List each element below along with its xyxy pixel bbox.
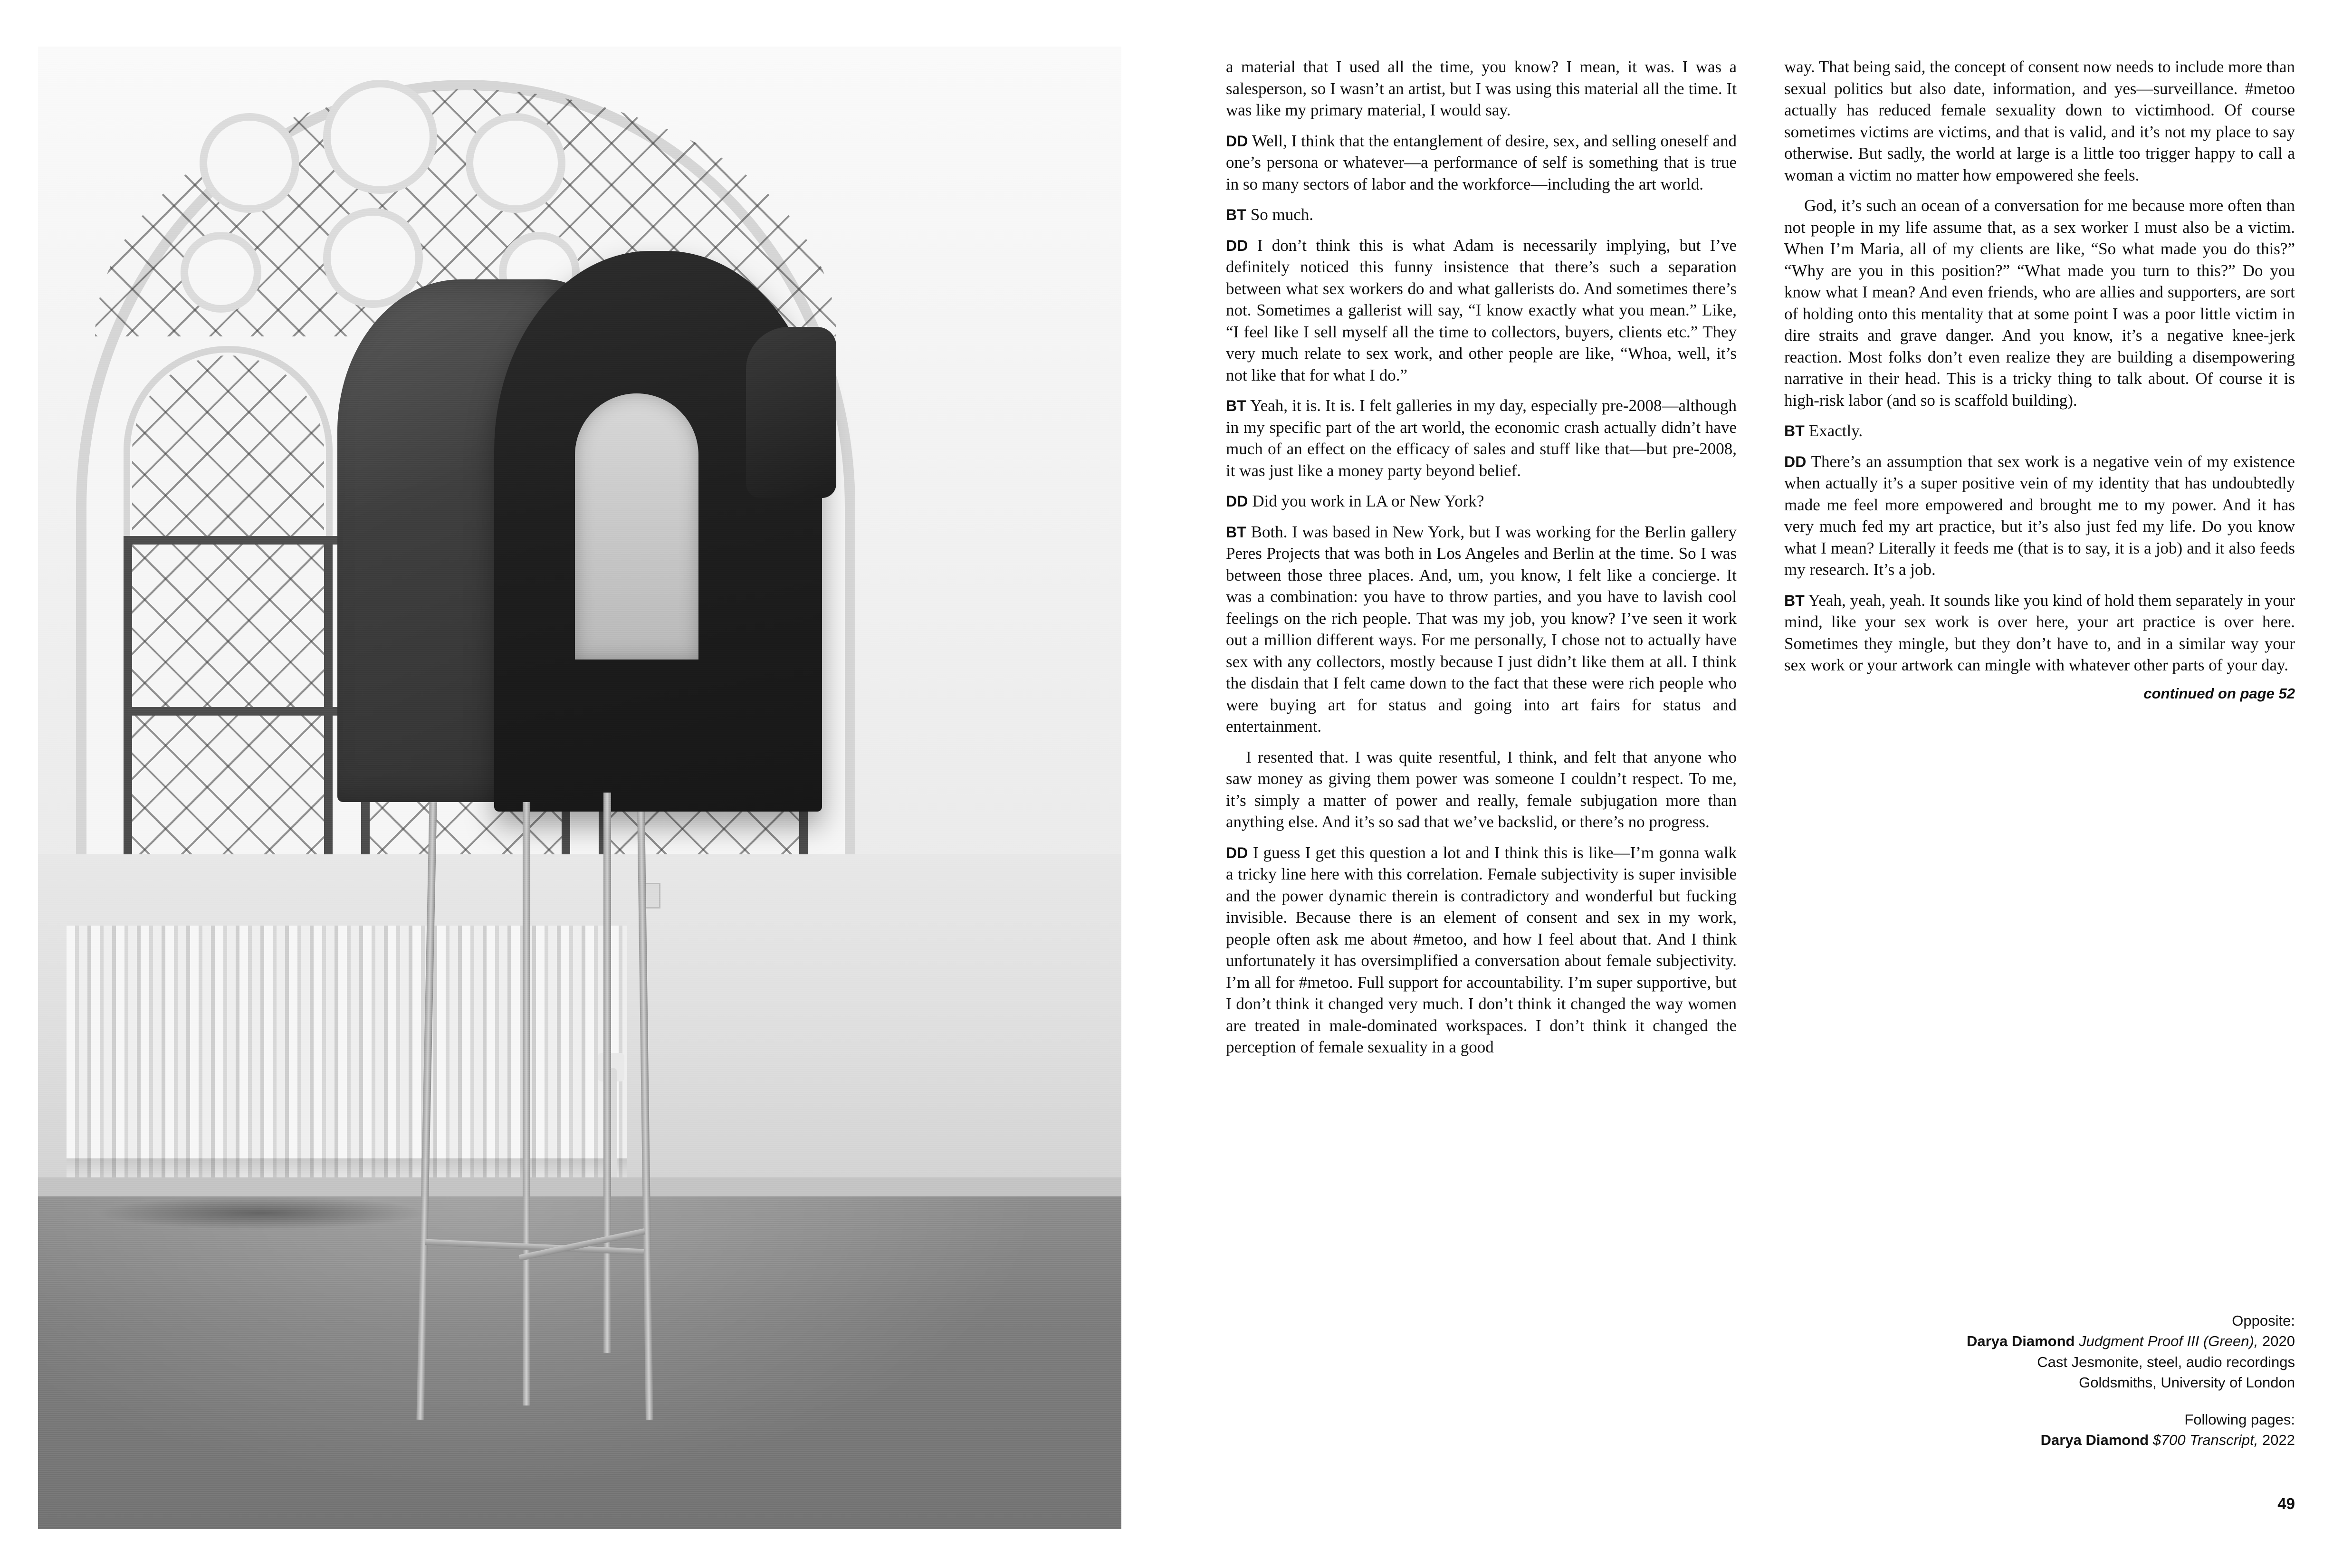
paragraph-text: God, it’s such an ocean of a conversation for me because more often than not people in my life assume that, as a sex worker I must also be a victim. When I’m Maria, all of my clients are like, “So what made you do this?” “Why are you in this position?” “What made you turn to this?” Do you know what I mean? And even friends, who are allies and supporters, are sort of holding onto this mentality that at some point I was a poor little victim in dire straits and grave danger. And you know, it’s a negative knee-jerk reaction. Most folks don’t even realize they are building a disempowering narrative in their head. This is a tricky thing to talk about. Of course it is high-risk labor (and so is scaffold building). <box>1784 196 2295 410</box>
speaker-label: DD <box>1226 237 1248 254</box>
caption-opposite-credit <box>1784 1331 2295 1351</box>
speaker-label: DD <box>1226 132 1248 150</box>
paragraph-text: Yeah, yeah, yeah. It sounds like you kind of hold them separately in your mind, like your sex work is over here, your art practice is over here. Sometimes they mingle, but they don’t have to, and in a similar way your sex work or your artwork can mingle with whatever other parts of your day. <box>1784 591 2295 674</box>
paragraph <box>1226 130 1737 195</box>
paragraph-text: Did you work in LA or New York? <box>1248 492 1484 510</box>
paragraph-text: Yeah, it is. It is. I felt galleries in my day, especially pre-2008—although in my specific part of the art world, the economic crash actually didn’t have much of an effect on the efficacy of sales and stuff like that—but pre-2008, it was just like a money party beyond belief. <box>1226 396 1737 480</box>
artwork-photograph <box>38 47 1121 1529</box>
sculpture-leg <box>603 793 611 1353</box>
paragraph <box>1784 195 2295 411</box>
paragraph <box>1226 842 1737 1058</box>
sculpture-leg <box>523 802 530 1405</box>
paragraph <box>1226 746 1737 833</box>
sculpture-aperture <box>575 393 698 660</box>
speaker-label: DD <box>1226 844 1248 861</box>
speaker-label: BT <box>1226 523 1247 541</box>
photo-page <box>0 0 1159 1568</box>
paragraph-text: I don’t think this is what Adam is necessarily implying, but I’ve definitely noticed this funny insistence that there’s such a separation between what sex workers do and what gallerists do. And sometimes there’s not. Sometimes a gallerist will say, “I know exactly what you mean.” Like, “I feel like I sell myself all the time to collectors, buyers, clients etc.” They very much relate to sex work, and other people are like, “Whoa, well, it’s not like that for what I do.” <box>1226 236 1737 384</box>
sculpture-side-form <box>746 327 836 498</box>
page-number: 49 <box>2277 1495 2295 1512</box>
paragraph <box>1226 521 1737 737</box>
paragraph-text: Exactly. <box>1805 421 1863 440</box>
paragraph-text: Well, I think that the entanglement of desire, sex, and selling oneself and one’s persona or whatever—a performance of self is something that is true in so many sectors of labor and the workforce—including the art world. <box>1226 131 1737 193</box>
caption-opposite-venue: Goldsmiths, University of London <box>2079 1374 2295 1391</box>
paragraph <box>1784 590 2295 676</box>
paragraph <box>1226 204 1737 226</box>
paragraph-text: Both. I was based in New York, but I was working for the Berlin gallery Peres Projects that was both in Los Angeles and Berlin at the time. So I was between those three places. And, um, you know, I felt like a concierge. It was a combination: you have to throw parties, and you have to lavish cool feelings on the rich people. That was my job, you know? I’ve seen it work out a million different ways. For me personally, I chose not to actually have sex with any collectors, mostly because I just didn’t like them at all. I think the disdain that I felt came down to the fact that these were rich people who were buying art for status and going into art fairs for status and entertainment. <box>1226 522 1737 736</box>
paragraph <box>1226 235 1737 386</box>
speaker-label: BT <box>1784 592 1805 609</box>
paragraph-text: a material that I used all the time, you know? I mean, it was. I was a salesperson, so I wasn’t an artist, but I was using this material all the time. It was like my primary material, I would say. <box>1226 57 1737 119</box>
continued-note: continued on page 52 <box>2143 685 2295 702</box>
artwork-year: 2020 <box>2262 1333 2295 1350</box>
paragraph <box>1226 490 1737 512</box>
photo-scene <box>38 47 1121 1529</box>
sculpture <box>337 251 898 1429</box>
caption-following-label: Following pages: <box>2184 1411 2295 1428</box>
paragraph-text: I resented that. I was quite resentful, I think, and felt that anyone who saw money as giving them power was someone I couldn’t respect. To me, it’s simply a matter of power and really, female subjugation more than anything else. And it’s so sad that we’ve backslid, or there’s no progress. <box>1226 747 1737 831</box>
paragraph <box>1784 420 2295 442</box>
paragraph-text: There’s an assumption that sex work is a negative vein of my existence when actually it’s a super positive vein of my identity that has undoubtedly made me feel more empowered and brought me to my power. And it has very much fed my art practice, but it’s also just fed my life. Do you know what I mean? Literally it feeds me (that is to say, it is a job) and it also feeds my research. It’s a job. <box>1784 452 2295 579</box>
sculpture-leg <box>637 812 653 1420</box>
artist-name: Darya Diamond <box>1967 1333 2075 1350</box>
speaker-label: DD <box>1226 493 1248 510</box>
artwork-year: 2022 <box>2262 1431 2295 1448</box>
tracery-circle <box>323 80 437 194</box>
column-left <box>1226 56 1737 1067</box>
column-right <box>1784 56 2295 702</box>
image-caption <box>1784 1310 2295 1450</box>
speaker-label: BT <box>1226 397 1247 414</box>
caption-opposite-media: Cast Jesmonite, steel, audio recordings <box>2037 1353 2295 1370</box>
artist-name: Darya Diamond <box>2040 1431 2149 1448</box>
paragraph <box>1226 56 1737 121</box>
speaker-label: DD <box>1784 453 1807 470</box>
article-columns <box>1226 56 2295 1453</box>
caption-following-credit <box>1784 1430 2295 1450</box>
tracery-circle <box>466 113 565 213</box>
caption-opposite <box>1784 1310 2295 1393</box>
paragraph <box>1226 395 1737 481</box>
speaker-label: BT <box>1226 206 1247 223</box>
paragraph-text: I guess I get this question a lot and I think this is like—I’m gonna walk a tricky line here with this correlation. Female subjectivity is super invisible and the power dynamic therein is contradictory and wonderful but fucking invisible. Because there is an element of consent and sex in my work, people often ask me about #metoo, and how I feel about that. And I think unfortunately it has oversimplified a conversation about female subjectivity. I’m all for #metoo. Full support for accountability. I’m super supportive, but I don’t think it changed very much. I don’t think it changed the way women are treated in male-dominated workspaces. I don’t think it changed the perception of female sexuality in a good <box>1226 843 1737 1056</box>
paragraph-text: way. That being said, the concept of consent now needs to include more than sexual politics but also date, information, and yes—surveillance. #metoo actually has reduced female sexuality down to victimhood. Of course sometimes victims are victims, and that is valid, and it’s not my place to say otherwise. But sadly, the world at large is a little too trigger happy to call a woman a victim no matter how empowered she feels. <box>1784 57 2295 184</box>
caption-opposite-label: Opposite: <box>2232 1312 2295 1329</box>
speaker-label: BT <box>1784 422 1805 440</box>
sculpture-shadow <box>95 1196 428 1230</box>
text-page <box>1159 0 2352 1568</box>
tracery-circle <box>181 232 261 313</box>
paragraph <box>1784 451 2295 581</box>
paragraph <box>1784 56 2295 186</box>
artwork-title: Judgment Proof III (Green), <box>2079 1333 2258 1350</box>
paragraph-text: So much. <box>1246 205 1314 224</box>
artwork-title: $700 Transcript, <box>2152 1431 2258 1448</box>
tracery-circle <box>200 113 299 213</box>
caption-following <box>1784 1409 2295 1451</box>
sculpture-leg <box>416 802 437 1420</box>
